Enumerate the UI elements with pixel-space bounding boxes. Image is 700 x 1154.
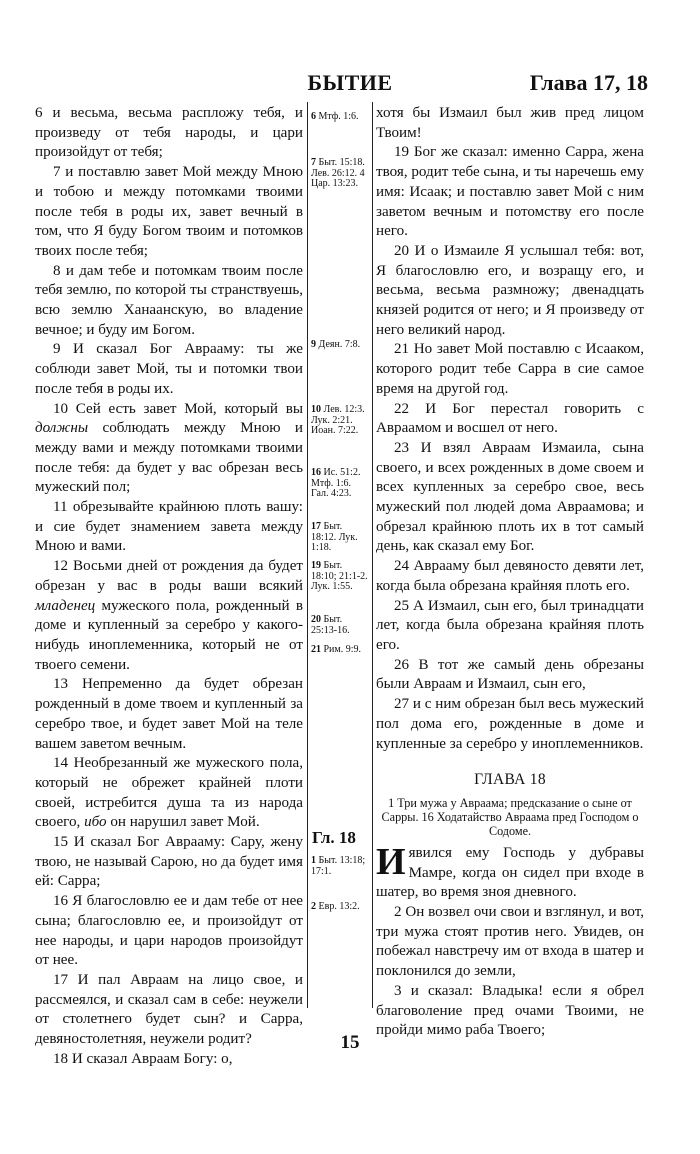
verse-paragraph: 22 И Бог перестал говорить с Авраамом и восшел от него. [376, 400, 644, 437]
verse-paragraph: 6 и весьма, весьма распложу тебя, и произведу от тебя народы, и цари произойдут от тебя; [35, 105, 303, 161]
left-text-column [35, 104, 303, 1069]
verse-paragraph: хотя бы Измаил был жив пред лицом Твоим! [376, 105, 644, 141]
verse-paragraph: 16 Я благословлю ее и дам тебе от нее сына; благословлю ее, и произойдут от нее народы, и цари народов произойдут от нее. [35, 893, 303, 969]
verse-paragraph: 9 И сказал Бог Аврааму: ты же соблюди завет Мой, ты и потомки твои после тебя в роды их. [35, 341, 303, 397]
verse-paragraph: 20 И о Измаиле Я услышал тебя: вот, Я благословлю его, и возращу его, и весьма, весьма размножу; двенадцать князей родится от него; и Я произведу от него великий народ. [376, 242, 644, 338]
chapter-reference: Глава 17, 18 [529, 70, 648, 95]
cross-reference: 19 Быт. 18:10; 21:1-2. Лук. 1:55. [311, 560, 368, 592]
verse-paragraph: 23 И взял Авраам Измаила, сына своего, и всех рожденных в доме своем и всех купленных за серебро свое, весь мужеский пол людей дома Авраамова; и обрезал крайнюю плоть их в тот самый день, как сказал ему Бог. [376, 439, 644, 555]
verse-paragraph: 15 И сказал Бог Аврааму: Сару, жену твою, не называй Сарою, но да будет имя ей: Сарра; [35, 834, 303, 890]
verse-paragraph: 21 Но завет Мой поставлю с Исааком, которого родит тебе Сарра в сие самое время на другой год. [376, 341, 644, 397]
right-text-column [376, 104, 644, 1041]
verse-paragraph: Иявился ему Господь у дубравы Мамре, когда он сидел при входе в шатер, во время зноя дневного. [376, 840, 644, 901]
verse-paragraph: 17 И пал Авраам на лицо свое, и рассмеялся, и сказал сам в себе: неужели от столетнего будет сын? и Сарра, девяностолетняя, неужели родит? [35, 971, 303, 1048]
verse-paragraph: 8 и дам тебе и потомкам твоим после тебя землю, по которой ты странствуешь, всю землю Ханаанскую, во владение вечное; и буду им Богом. [35, 262, 303, 338]
cross-reference: 16 Ис. 51:2. Мтф. 1:6. Гал. 4:23. [311, 467, 361, 499]
cross-reference: 17 Быт. 18:12. Лук. 1:18. [311, 521, 358, 553]
verse-paragraph: 26 В тот же самый день обрезаны были Авраам и Измаил, сын его, [376, 656, 644, 693]
chapter-summary: 1 Три мужа у Авраама; предсказание о сыне от Сарры. 16 Ходатайство Авраама пред Господом о Содоме. [381, 795, 639, 838]
verse-paragraph: 25 А Измаил, сын его, был тринадцати лет, когда была обрезана крайняя плоть его. [376, 597, 644, 653]
verse-paragraph: 19 Бог же сказал: именно Сарра, жена твоя, родит тебе сына, и ты наречешь ему имя: Исаак; и поставлю завет Мой с ним заветом вечным и потомству его после него. [376, 144, 644, 240]
verse-paragraph: 10 Сей есть завет Мой, который вы должны соблюдать между Мною и между вами и между потомками твоими после тебя: да будет у вас обрезан весь мужеский пол; [35, 400, 303, 496]
verse-paragraph: 27 и с ним обрезан был весь мужеский пол дома его, рожденные в доме и купленные за серебро у иноплеменников. [376, 696, 644, 752]
margin-chapter-label: Гл. 18 [312, 828, 356, 847]
chapter-heading: ГЛАВА 18 [474, 771, 546, 789]
cross-reference: 21 Рим. 9:9. [311, 644, 362, 655]
drop-cap: И [376, 840, 406, 883]
cross-reference: 20 Быт. 25:13-16. [311, 614, 350, 636]
verse-paragraph: 18 И сказал Авраам Богу: о, [53, 1050, 233, 1067]
verse-paragraph: 11 обрезывайте крайнюю плоть вашу: и сие будет знамением завета между Мною и вами. [35, 499, 303, 555]
verse-paragraph: 12 Восьми дней от рождения да будет обрезан у вас в роды ваши всякий младенец мужеского пола, рожденный в доме и купленный за серебро у какого-нибудь иноплеменника, который не от твоего семени. [35, 558, 303, 673]
cross-reference: 6 Мтф. 1:6. [311, 111, 359, 122]
verse-paragraph: 7 и поставлю завет Мой между Мною и тобою и между потомками твоими после тебя в роды их, завет вечный в том, что Я буду Богом твоим и потомков твоих после тебя; [35, 164, 303, 259]
book-title: БЫТИЕ [307, 70, 393, 95]
cross-reference: 2 Евр. 13:2. [311, 901, 360, 912]
verse-paragraph: 3 и сказал: Владыка! если я обрел благоволение пред очами Твоими, не пройди мимо раба Твоего; [376, 982, 644, 1039]
verse-paragraph: 14 Необрезанный же мужеского пола, который не обрежет крайней плоти своей, истребится душа та из народа своего, ибо он нарушил завет Мой. [35, 755, 303, 831]
column-divider-right [372, 102, 373, 1008]
verse-paragraph: 24 Аврааму был девяносто девяти лет, когда была обрезана крайняя плоть его. [376, 558, 644, 594]
cross-reference: 10 Лев. 12:3. Лук. 2:21. Иоан. 7:22. [311, 404, 365, 436]
page-number: 15 [340, 1032, 360, 1053]
verse-paragraph: 2 Он возвел очи свои и взглянул, и вот, три мужа стоят против него. Увидев, он побежал навстречу им от входа в шатер и поклонился до земли, [376, 904, 644, 980]
cross-reference: 7 Быт. 15:18. Лев. 26:12. 4 Цар. 13:23. [311, 157, 365, 189]
verse-paragraph: 13 Непременно да будет обрезан рожденный в доме твоем и купленный за серебро твое, и будет завет Мой на теле вашем заветом вечным. [35, 676, 303, 752]
column-divider-left [307, 102, 308, 1008]
cross-reference: 1 Быт. 13:18; 17:1. [311, 855, 366, 877]
cross-reference: 9 Деян. 7:8. [311, 339, 361, 350]
